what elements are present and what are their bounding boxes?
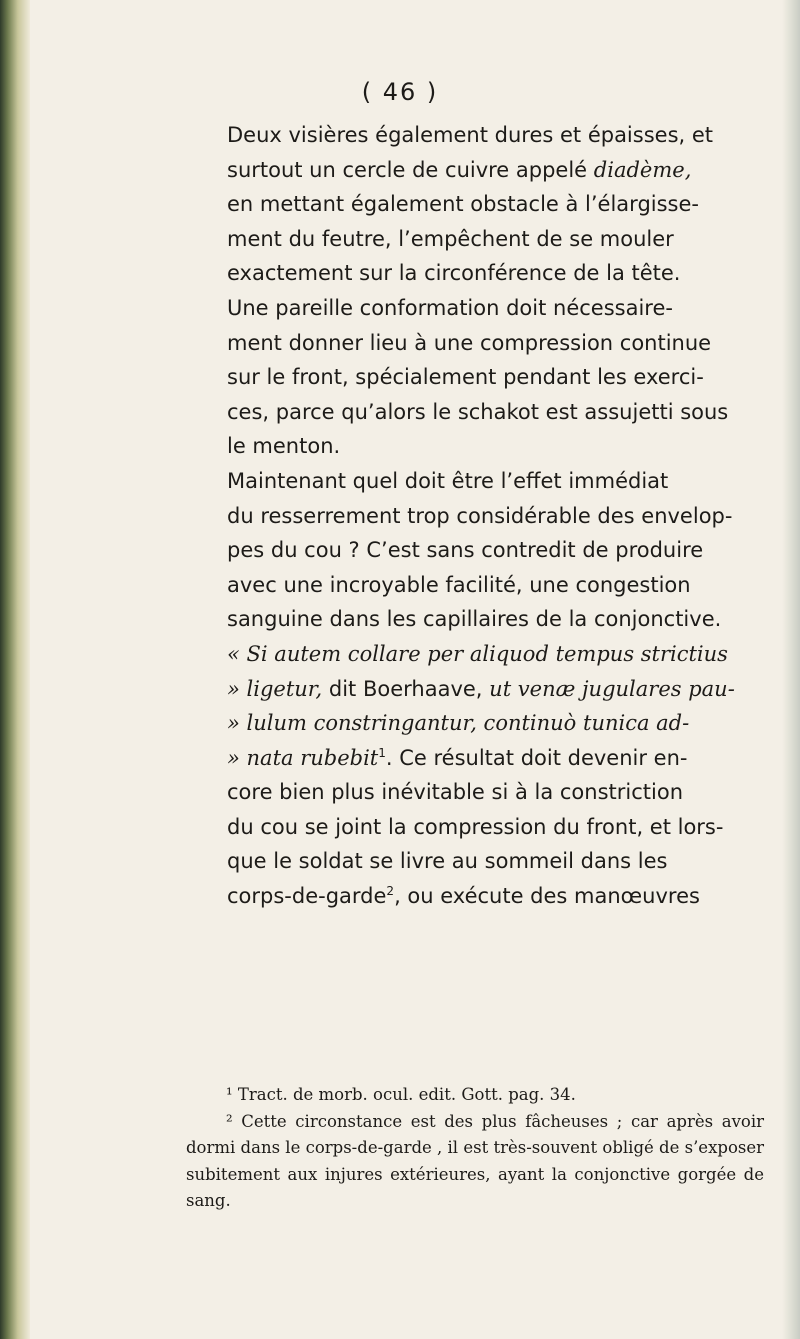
footnote-ref: 1 <box>378 745 386 760</box>
text-line: » ligetur, dit Boerhaave, ut venæ jugulares pau- <box>227 676 735 701</box>
paragraph-2 <box>186 291 764 464</box>
text-line: pes du cou ? C’est sans contredit de produire <box>227 538 704 563</box>
text-line: Une pareille conformation doit nécessaire- <box>227 295 673 320</box>
body-text <box>186 118 764 914</box>
text-line: « Si autem collare per aliquod tempus strictius <box>227 641 728 666</box>
text-line: » nata rubebit$^1$. Ce résultat doit devenir en- <box>227 745 688 770</box>
text-line: sanguine dans les capillaires de la conjonctive. <box>227 607 722 632</box>
text-line: exactement sur la circonférence de la tête. <box>227 261 681 286</box>
footnote-1: ¹ Tract. de morb. ocul. edit. Gott. pag. 34. <box>226 1085 576 1104</box>
footnote-ref: 2 <box>386 884 395 899</box>
text-line: core bien plus inévitable si à la constriction <box>227 780 684 805</box>
text-line: que le soldat se livre au sommeil dans les <box>227 849 668 874</box>
paragraph-1 <box>186 118 764 291</box>
text-line: en mettant également obstacle à l’élargisse- <box>227 192 699 217</box>
text-line: le menton. <box>227 434 341 459</box>
text-line: Deux visières également dures et épaisses, et <box>227 123 714 147</box>
text-line: Maintenant quel doit être l’effet immédiat <box>227 468 669 493</box>
paragraph-3 <box>186 464 764 914</box>
text-line: du cou se joint la compression du front, et lors- <box>227 814 724 839</box>
text-line: » lulum constringantur, continuò tunica ad- <box>227 711 690 736</box>
page-number: ( 46 ) <box>361 78 439 106</box>
page-outer-edge <box>782 0 800 1339</box>
text-line: corps-de-garde$^2$, ou exécute des manœuvres <box>227 884 700 909</box>
text-line: surtout un cercle de cuivre appelé diadème, <box>227 157 692 182</box>
footnote-2: ² Cette circonstance est des plus fâcheuses ; car après avoir dormi dans le corps-de-garde , il est très-souvent obligé de s’exposer subitement aux injures extérieures, ayant la conjonctive gorgée de sang. <box>186 1111 764 1210</box>
text-line: ment donner lieu à une compression continue <box>227 330 712 355</box>
text-line: avec une incroyable facilité, une congestion <box>227 572 691 597</box>
text-line: sur le front, spécialement pendant les exerci- <box>227 365 704 390</box>
text-line: ces, parce qu’alors le schakot est assujetti sous <box>227 399 729 424</box>
text-line: ment du feutre, l’empêchent de se mouler <box>227 226 674 251</box>
footnotes <box>186 1082 764 1215</box>
text-line: du resserrement trop considérable des envelop- <box>227 503 733 528</box>
page-binding-edge <box>0 0 30 1339</box>
